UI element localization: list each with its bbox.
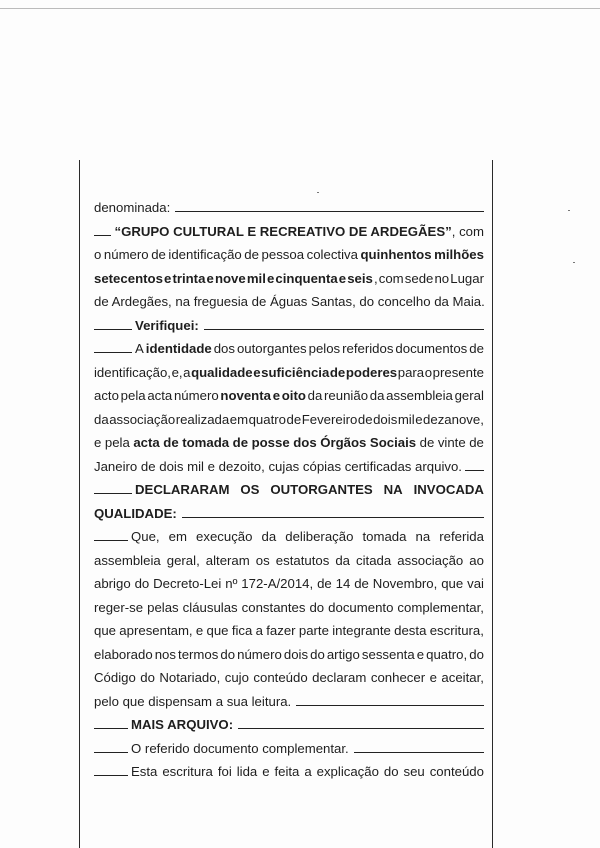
fill-underline <box>175 198 484 212</box>
bold-word: suficiência <box>261 364 330 380</box>
scan-speck <box>317 192 319 193</box>
word: parte <box>298 623 329 638</box>
text: de Ardegães, na freguesia de Águas Santas, do concelho da Maia. <box>94 294 485 309</box>
word: que <box>206 623 229 638</box>
word: sede <box>404 270 434 286</box>
bold-word: posse <box>251 435 290 450</box>
text-line <box>94 666 484 690</box>
text-line <box>94 713 484 737</box>
word: assembleia <box>386 388 453 403</box>
word: identificação, <box>94 364 171 380</box>
word: colectiva <box>306 247 358 262</box>
word: conteúdo <box>253 670 308 685</box>
bold-text: Verifiquei: <box>135 317 199 333</box>
word: a <box>183 364 191 380</box>
leader-underline <box>94 527 128 541</box>
word: e <box>415 411 423 427</box>
word: Novembro, <box>372 576 438 591</box>
word: e <box>94 435 102 450</box>
text-line <box>94 196 484 220</box>
text: denominada: <box>94 200 171 215</box>
word: de <box>317 576 332 591</box>
bold-word: poderes <box>345 364 398 380</box>
bold-word: noventa <box>220 388 271 403</box>
word: feita <box>274 764 300 779</box>
leader-underline <box>94 739 128 753</box>
word: assembleia <box>94 552 161 568</box>
word: mil <box>397 411 415 427</box>
word: declaram <box>312 670 367 685</box>
word: a <box>255 623 263 638</box>
bold-word: dos <box>293 435 317 450</box>
word: de <box>354 576 369 591</box>
word: pela <box>120 388 146 403</box>
word: em <box>168 529 187 544</box>
word: de <box>357 411 373 427</box>
bold-word: e <box>266 270 275 286</box>
text-line <box>94 267 484 291</box>
word: fica <box>231 623 253 638</box>
word: conhecer <box>370 670 426 685</box>
text-line <box>94 314 484 338</box>
bold-text: MAIS ARQUIVO: <box>131 717 234 732</box>
word: aceitar, <box>441 670 484 685</box>
word: realizada <box>175 411 230 427</box>
word: escritura <box>162 764 213 779</box>
bold-word: oito <box>281 388 306 403</box>
bold-word: e <box>338 270 347 286</box>
word: Decreto-Lei <box>153 576 222 591</box>
word: do <box>140 670 155 685</box>
word: Código <box>94 670 136 685</box>
fill-underline <box>182 504 484 518</box>
word: associação <box>109 411 176 427</box>
word: e <box>416 646 425 662</box>
word: geral, <box>166 552 200 568</box>
leader-underline <box>94 715 128 729</box>
word: Esta <box>131 764 158 779</box>
word: reger-se <box>94 599 144 615</box>
word: Lugar <box>450 270 484 286</box>
text-line <box>94 220 484 244</box>
word: do <box>134 576 150 591</box>
word: acto <box>94 388 119 403</box>
text-line <box>94 478 484 502</box>
word: execução <box>196 529 253 544</box>
word: escritura, <box>429 623 484 638</box>
bold-word: de <box>163 435 179 450</box>
fill-underline <box>296 692 484 706</box>
word: constantes <box>241 599 306 615</box>
scan-speck <box>573 262 575 263</box>
word: referidos <box>342 341 394 356</box>
word: dezanove, <box>423 411 484 427</box>
word: deliberação <box>285 529 354 544</box>
leader-underline <box>94 222 111 236</box>
word: ao <box>469 552 484 568</box>
word: dois <box>373 411 398 427</box>
right-margin-rule <box>492 160 493 848</box>
bold-word: e <box>253 364 261 380</box>
word: associação <box>397 552 464 568</box>
text: , com <box>451 223 484 239</box>
text-line <box>94 643 484 667</box>
text: pelo que dispensam a sua leitura. <box>94 693 292 709</box>
bold-word: acta <box>133 435 160 450</box>
word: vai <box>467 576 484 591</box>
word: Que, <box>131 529 160 544</box>
word: cláusulas <box>182 599 238 615</box>
text: Janeiro de dois mil e dezoito, cujas cópias certificadas arquivo. <box>94 458 462 474</box>
word: dos <box>213 341 235 356</box>
text-line <box>94 290 484 314</box>
bold-word: nove <box>214 270 246 286</box>
word: na <box>415 529 431 544</box>
notarial-deed-text <box>94 196 484 784</box>
word: de <box>469 341 484 356</box>
word: Fevereiro <box>301 411 358 427</box>
word: do <box>469 646 484 662</box>
word: no <box>434 270 450 286</box>
text-line <box>94 455 484 479</box>
word: da <box>261 529 277 544</box>
word: documento <box>328 599 394 615</box>
word: e, <box>171 364 183 380</box>
text-line <box>94 760 484 784</box>
text-line <box>94 384 484 408</box>
text-line <box>94 549 484 573</box>
fill-underline <box>204 316 484 330</box>
word: citada <box>356 552 392 568</box>
text-line <box>94 243 484 267</box>
bold-word: OUTORGANTES <box>270 482 373 497</box>
bold-word: Órgãos <box>320 435 367 450</box>
word: 14 <box>335 576 351 591</box>
leader-underline <box>94 316 132 330</box>
bold-word: identidade <box>145 341 212 356</box>
word: complementar, <box>397 599 484 615</box>
word: de <box>286 411 302 427</box>
text-line <box>94 502 484 526</box>
word: a <box>304 764 312 779</box>
word: explicação <box>316 764 379 779</box>
word: da <box>94 411 109 427</box>
word: 172-A/2014, <box>241 576 314 591</box>
word: referida <box>439 529 484 544</box>
word: do <box>383 764 399 779</box>
word: Notariado, <box>159 670 221 685</box>
word: nos <box>154 646 176 662</box>
word: para <box>397 364 425 380</box>
word: quatro <box>248 411 286 427</box>
bold-word: de <box>329 364 346 380</box>
bold-word: cinquenta <box>275 270 338 286</box>
text-line <box>94 431 484 455</box>
word: e <box>195 623 204 638</box>
word: da <box>335 552 350 568</box>
word: da <box>307 388 323 403</box>
bold-word: seis <box>347 270 373 286</box>
bold-word: milhões <box>434 247 484 262</box>
word: presente <box>432 364 484 380</box>
text-line <box>94 525 484 549</box>
bold-word: trinta <box>172 270 206 286</box>
word: que <box>441 576 464 591</box>
text-line <box>94 408 484 432</box>
word: estatutos <box>275 552 330 568</box>
text-line <box>94 690 484 714</box>
bold-word: quinhentos <box>360 247 432 262</box>
bold-word: tomada <box>182 435 230 450</box>
word: nº <box>225 576 238 591</box>
word: termos <box>178 646 219 662</box>
leader-underline <box>94 480 132 494</box>
word: e <box>262 764 270 779</box>
word: reunião <box>324 388 369 403</box>
word: que <box>94 623 117 638</box>
word: integrante <box>332 623 391 638</box>
page-top-edge <box>0 8 600 9</box>
word: com <box>378 270 404 286</box>
word: alteram <box>205 552 250 568</box>
word: artigo <box>326 646 360 662</box>
word: e <box>429 670 437 685</box>
word: geral <box>454 388 484 403</box>
text-line <box>94 572 484 596</box>
bold-word: e <box>272 388 281 403</box>
word: cujo <box>224 670 249 685</box>
bold-text: “GRUPO CULTURAL E RECREATIVO DE ARDEGÃES” <box>114 223 452 239</box>
word: da <box>369 388 385 403</box>
word: número <box>103 247 149 262</box>
word: fazer <box>266 623 296 638</box>
scan-speck <box>568 210 570 211</box>
word: elaborado <box>94 646 153 662</box>
word: quatro, <box>426 646 468 662</box>
word: pessoa <box>261 247 305 262</box>
word: o <box>424 364 433 380</box>
word: do <box>220 646 236 662</box>
leader-underline <box>94 339 132 353</box>
bold-word: Sociais <box>369 435 417 450</box>
fill-underline <box>354 739 484 753</box>
word: de <box>244 247 259 262</box>
word: dois <box>283 646 309 662</box>
word: tomada <box>362 529 407 544</box>
word: pelas <box>147 599 179 615</box>
word: apresentam, <box>119 623 193 638</box>
word: seu <box>403 764 425 779</box>
word: do <box>310 646 325 662</box>
word: A <box>135 341 144 356</box>
text-line <box>94 737 484 761</box>
word: lida <box>236 764 258 779</box>
word: o <box>94 247 102 262</box>
bold-word: INVOCADA <box>413 482 484 497</box>
bold-word: e <box>164 270 172 286</box>
bold-word: NA <box>383 482 403 497</box>
word: pelos <box>308 341 341 356</box>
bold-word: setecentos <box>94 270 163 286</box>
word: os <box>255 552 270 568</box>
word: sessenta <box>361 646 415 662</box>
bold-word: e <box>206 270 214 286</box>
text-line <box>94 361 484 385</box>
word: , <box>373 270 378 286</box>
bold-word: qualidade <box>191 364 253 380</box>
word: pela <box>104 435 130 450</box>
leader-underline <box>94 762 128 776</box>
word: documentos <box>395 341 468 356</box>
bold-text: QUALIDADE: <box>94 505 177 521</box>
word: acta <box>147 388 173 403</box>
bold-word: OS <box>240 482 260 497</box>
word: de <box>469 435 484 450</box>
fill-underline <box>238 715 484 729</box>
word: do <box>309 599 325 615</box>
word: de <box>151 247 166 262</box>
bold-word: de <box>232 435 249 450</box>
text: O referido documento complementar. <box>131 740 349 756</box>
bold-word: DECLARARAM <box>135 482 230 497</box>
word: desta <box>394 623 427 638</box>
bold-word: mil <box>246 270 266 286</box>
word: vinte <box>437 435 466 450</box>
text-line <box>94 619 484 643</box>
word: de <box>419 435 435 450</box>
tail-underline <box>465 457 484 471</box>
word: número <box>173 388 219 403</box>
word: conteúdo <box>429 764 484 779</box>
text-line <box>94 596 484 620</box>
word: foi <box>217 764 232 779</box>
word: em <box>229 411 249 427</box>
word: outorgantes <box>236 341 307 356</box>
left-margin-rule <box>79 160 80 848</box>
word: identificação <box>168 247 242 262</box>
text-line <box>94 337 484 361</box>
word: número <box>237 646 282 662</box>
word: abrigo <box>94 576 131 591</box>
